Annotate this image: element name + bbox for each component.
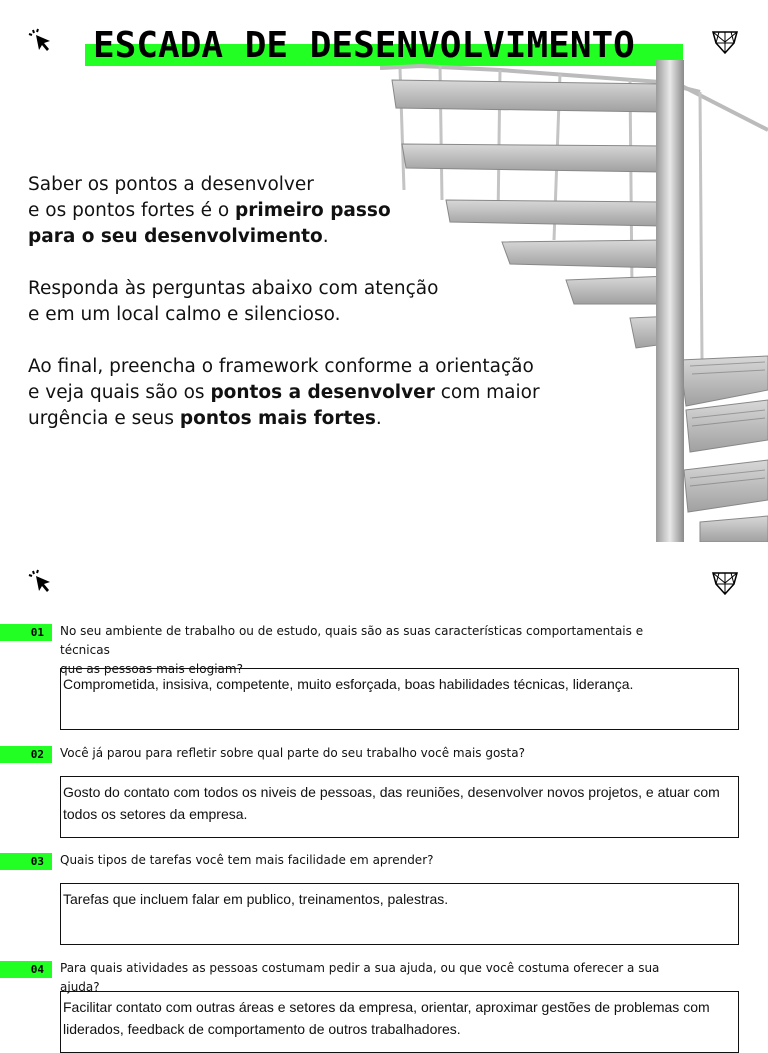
question-number: 03 <box>0 853 52 870</box>
intro-p2-line2: e em um local calmo e silencioso. <box>28 304 341 325</box>
answer-field[interactable]: Comprometida, insisiva, competente, muito esforçada, boas habilidades técnicas, liderança. <box>60 668 739 730</box>
questions-page <box>0 542 768 1037</box>
intro-p3-line3-pre: urgência e seus <box>28 408 180 429</box>
question-text-line2: que as pessoas mais elogiam? <box>60 662 243 676</box>
cursor-click-icon <box>28 28 54 54</box>
diamond-logo-icon <box>710 567 740 597</box>
intro-p3-bold2: pontos mais fortes <box>179 408 376 429</box>
intro-p2-line1: Responda às perguntas abaixo com atenção <box>28 278 439 299</box>
intro-p1-bold1: primeiro passo <box>235 200 391 221</box>
question-text: Você já parou para refletir sobre qual parte do seu trabalho você mais gosta? <box>60 746 525 760</box>
intro-paragraph-2 <box>28 276 548 328</box>
question-number: 02 <box>0 746 52 763</box>
question-text: Quais tipos de tarefas você tem mais facilidade em aprender? <box>60 853 434 867</box>
intro-paragraph-1 <box>28 172 548 250</box>
question-number: 04 <box>0 961 52 978</box>
page-title-text: ESCADA DE DESENVOLVIMENTO <box>93 25 635 66</box>
intro-text <box>28 172 548 458</box>
cursor-click-icon <box>28 569 54 595</box>
answer-field[interactable]: Gosto do contato com todos os niveis de pessoas, das reuniões, desenvolver novos projetos, e atuar com todos os setores da empresa. <box>60 776 739 838</box>
question-number: 01 <box>0 624 52 641</box>
intro-p1-end: . <box>322 226 329 247</box>
answer-field[interactable]: Facilitar contato com outras áreas e setores da empresa, orientar, aproximar gestões de problemas com liderados, feedback de comportamento de outros trabalhadores. <box>60 991 739 1053</box>
diamond-logo-icon <box>710 26 740 56</box>
intro-p3-bold1: pontos a desenvolver <box>210 382 435 403</box>
intro-p3-line1: Ao final, preencha o framework conforme a orientação <box>28 356 534 377</box>
answer-field[interactable]: Tarefas que incluem falar em publico, treinamentos, palestras. <box>60 883 739 945</box>
intro-p1-bold2: para o seu desenvolvimento <box>28 226 323 247</box>
intro-p3-line2-post: com maior <box>434 382 540 403</box>
question-text-line1: No seu ambiente de trabalho ou de estudo, quais são as suas características comportamentais e técnicas <box>60 624 644 657</box>
intro-p3-end: . <box>375 408 382 429</box>
intro-p1-line2: e os pontos fortes é o <box>28 200 236 221</box>
intro-paragraph-3 <box>28 354 548 432</box>
question-text: Para quais atividades as pessoas costumam pedir a sua ajuda, ou que você costuma oferecer a sua ajuda? <box>60 961 660 994</box>
intro-p1-line1: Saber os pontos a desenvolver <box>28 174 314 195</box>
intro-p3-line2-pre: e veja quais são os <box>28 382 211 403</box>
